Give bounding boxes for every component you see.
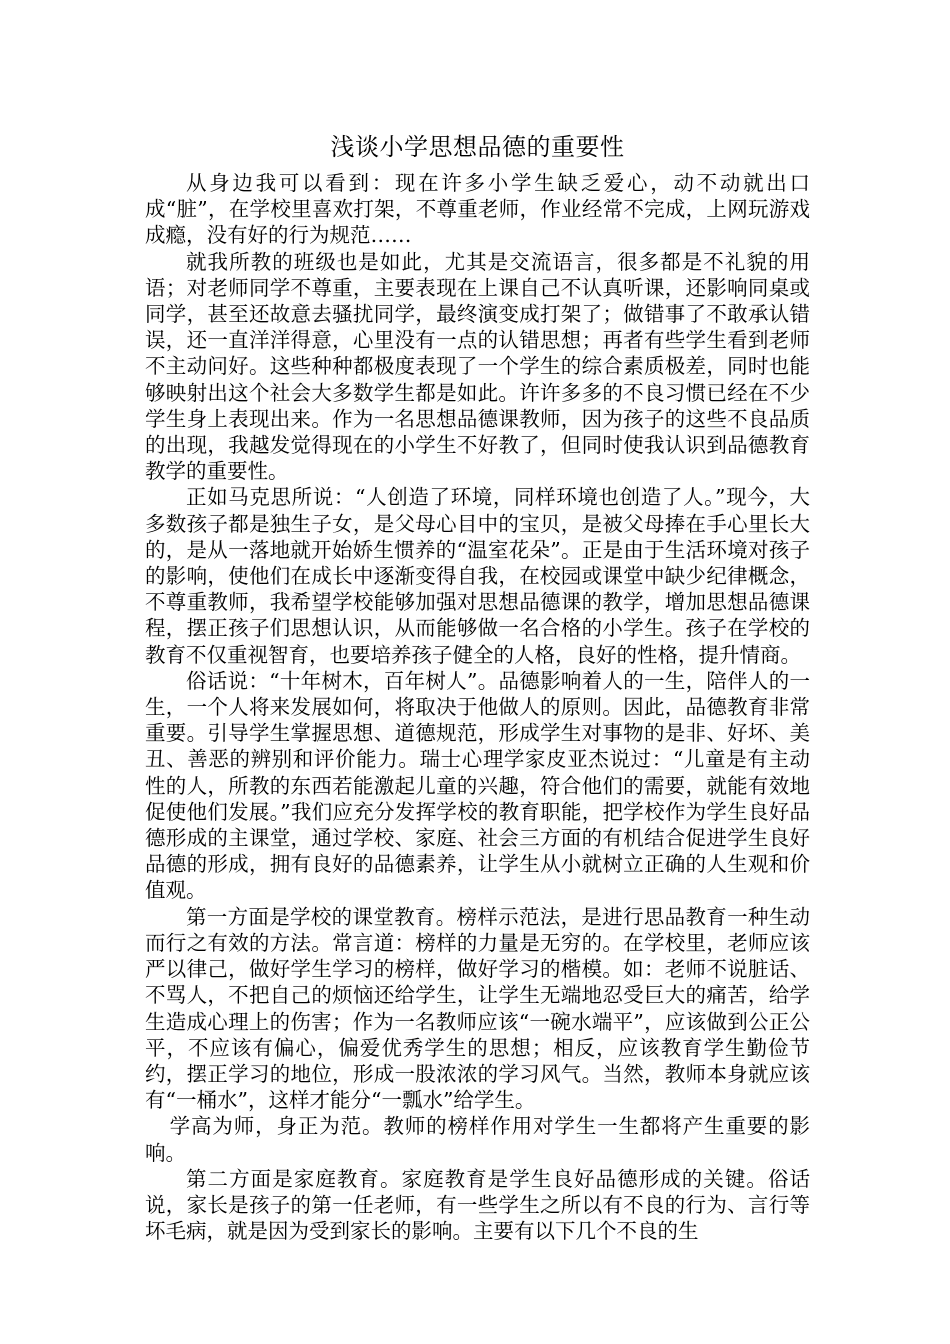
document-page	[145, 130, 810, 1244]
paragraph-1: 从身边我可以看到：现在许多小学生缺乏爱心，动不动就出口成“脏”，在学校里喜欢打架，不尊重老师，作业经常不完成，上网玩游戏成瘾，没有好的行为规范……	[145, 171, 810, 248]
paragraph-2: 就我所教的班级也是如此，尤其是交流语言，很多都是不礼貌的用语；对老师同学不尊重，主要表现在上课自己不认真听课，还影响同桌或同学，甚至还故意去骚扰同学，最终演变成打架了；做错事了不敢承认错误，还一直洋洋得意，心里没有一点的认错思想；再者有些学生看到老师不主动问好。这些种种都极度表现了一个学生的综合素质极差，同时也能够映射出这个社会大多数学生都是如此。许许多多的不良习惯已经在不少学生身上表现出来。作为一名思想品德课教师，因为孩子的这些不良品质的出现，我越发觉得现在的小学生不好教了，但同时使我认识到品德教育教学的重要性。	[145, 249, 810, 484]
paragraph-4: 俗话说：“十年树木，百年树人”。品德影响着人的一生，陪伴人的一生，一个人将来发展如何，将取决于他做人的原则。因此，品德教育非常重要。引导学生掌握思想、道德规范，形成学生对事物的是非、好坏、美丑、善恶的辨别和评价能力。瑞士心理学家皮亚杰说过：“儿童是有主动性的人，所教的东西若能激起儿童的兴趣，符合他们的需要，就能有效地促使他们发展。”我们应充分发挥学校的教育职能，把学校作为学生良好品德形成的主课堂，通过学校、家庭、社会三方面的有机结合促进学生良好品德的形成，拥有良好的品德素养，让学生从小就树立正确的人生观和价值观。	[145, 668, 810, 903]
paragraph-3: 正如马克思所说：“人创造了环境，同样环境也创造了人。”现今，大多数孩子都是独生子女，是父母心目中的宝贝，是被父母捧在手心里长大的，是从一落地就开始娇生惯养的“温室花朵”。正是由于生活环境对孩子的影响，使他们在成长中逐渐变得自我，在校园或课堂中缺少纪律概念，不尊重教师，我希望学校能够加强对思想品德课的教学，增加思想品德课程，摆正孩子们思想认识，从而能够做一名合格的小学生。孩子在学校的教育不仅重视智育，也要培养孩子健全的人格，良好的性格，提升情商。	[145, 485, 810, 667]
paragraph-5: 第一方面是学校的课堂教育。榜样示范法，是进行思品教育一种生动而行之有效的方法。常言道：榜样的力量是无穷的。在学校里，老师应该严以律己，做好学生学习的榜样，做好学习的楷模。如：老师不说脏话、不骂人，不把自己的烦恼还给学生，让学生无端地忍受巨大的痛苦，给学生造成心理上的伤害；作为一名教师应该“一碗水端平”，应该做到公正公平，不应该有偏心，偏爱优秀学生的思想；相反，应该教育学生勤俭节约，摆正学习的地位，形成一股浓浓的学习风气。当然，教师本身就应该有“一桶水”，这样才能分“一瓢水”给学生。	[145, 904, 810, 1113]
paragraph-6: 学高为师，身正为范。教师的榜样作用对学生一生都将产生重要的影响。	[145, 1114, 810, 1165]
document-title: 浅谈小学思想品德的重要性	[330, 133, 625, 161]
paragraph-7: 第二方面是家庭教育。家庭教育是学生良好品德形成的关键。俗话说，家长是孩子的第一任老师，有一些学生之所以有不良的行为、言行等坏毛病，就是因为受到家长的影响。主要有以下几个不良的生	[145, 1166, 810, 1244]
